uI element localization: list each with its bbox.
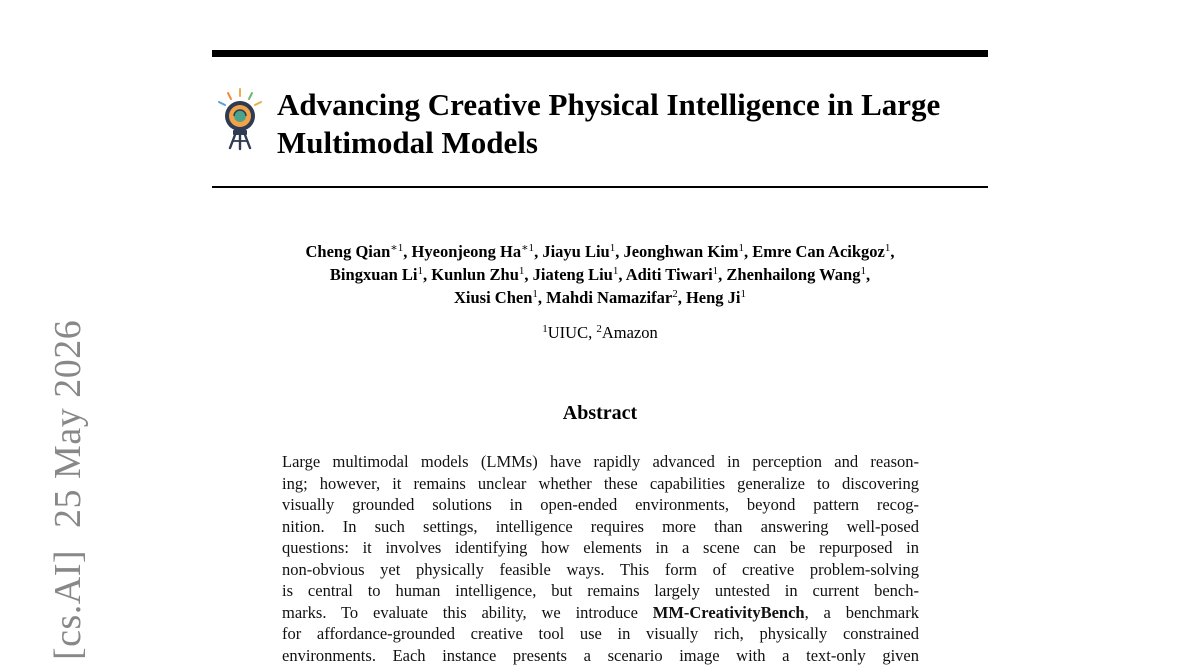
paper-title bbox=[277, 86, 997, 162]
affiliation-mark: 2 bbox=[596, 323, 602, 335]
lightbulb-logo-icon bbox=[214, 86, 266, 156]
author-name: Emre Can Acikgoz bbox=[752, 242, 885, 261]
author-name: Jiateng Liu bbox=[533, 265, 613, 284]
title-line-2: Multimodal Models bbox=[277, 124, 997, 162]
author-line-1: Cheng Qian$^{∗1}$, Hyeonjeong $Ha^{∗1}$, Jiayu Liu$^1$, Jeonghwan Kim$^1$, Emre Can Acikgoz$^1$, bbox=[200, 240, 1000, 263]
author-name: Jiayu Liu bbox=[542, 242, 609, 261]
abstract-line: Large multimodal models (LMMs) have rapidly advanced in perception and reason- bbox=[282, 451, 919, 473]
top-rule bbox=[212, 50, 988, 57]
abstract-line: nition. In such settings, intelligence requires more than answering well-posed bbox=[282, 516, 919, 538]
author-name: Hyeonjeong Ha bbox=[412, 242, 522, 261]
abstract-heading: Abstract bbox=[200, 400, 1000, 426]
author-affiliation-mark: 1 bbox=[418, 265, 424, 277]
arxiv-date: 25 May 2026 bbox=[47, 320, 89, 528]
author-name: Heng Ji bbox=[686, 288, 741, 307]
author-affiliation-mark: ∗1 bbox=[390, 242, 403, 254]
author-name: Jeonghwan Kim bbox=[623, 242, 738, 261]
author-affiliation-mark: 1 bbox=[713, 265, 719, 277]
author-affiliation-mark: 1 bbox=[739, 242, 745, 254]
author-affiliation-mark: 1 bbox=[613, 265, 619, 277]
abstract-line: visually grounded solutions in open-ended environments, beyond pattern recog- bbox=[282, 494, 919, 516]
abstract-line bbox=[282, 602, 919, 624]
title-line-1: Advancing Creative Physical Intelligence in Large bbox=[277, 86, 997, 124]
author-affiliation-mark: 1 bbox=[885, 242, 891, 254]
author-name: Bingxuan Li bbox=[330, 265, 418, 284]
author-affiliation-mark: 2 bbox=[672, 288, 678, 300]
arxiv-stamp bbox=[48, 320, 88, 660]
abstract-line: questions: it involves identifying how elements in a scene can be repurposed in bbox=[282, 537, 919, 559]
abstract-line: ing; however, it remains unclear whether these capabilities generalize to discovering bbox=[282, 473, 919, 495]
author-list bbox=[200, 240, 1000, 309]
author-line-2: Bingxuan Li$^1$, Kunlun Zhu$^1$, Jiateng Liu$^1$, Aditi Tiwari$^1$, Zhenhailong Wang$^1$, bbox=[200, 263, 1000, 286]
abstract-line: for affordance-grounded creative tool use in visually rich, physically constrained bbox=[282, 623, 919, 645]
abstract-line-8-pre: marks. To evaluate this ability, we introduce bbox=[282, 603, 653, 622]
author-name: Zhenhailong Wang bbox=[726, 265, 860, 284]
author-name: Xiusi Chen bbox=[454, 288, 532, 307]
benchmark-name: MM-CreativityBench bbox=[653, 603, 805, 622]
author-affiliation-mark: 1 bbox=[740, 288, 746, 300]
author-affiliation-mark: 1 bbox=[519, 265, 525, 277]
abstract-line: environments. Each instance presents a scenario image with a text-only given bbox=[282, 645, 919, 666]
author-name: Kunlun Zhu bbox=[431, 265, 519, 284]
arxiv-category: [cs.AI] bbox=[47, 550, 89, 660]
abstract-body bbox=[282, 451, 919, 666]
abstract-line: non-obvious yet physically feasible ways. This form of creative problem-solving bbox=[282, 559, 919, 581]
affiliation-name: UIUC bbox=[548, 323, 588, 342]
author-name: Cheng Qian bbox=[305, 242, 390, 261]
author-line-3: Xiusi Chen$^1$, Mahdi Namazifar$^2$, Heng Ji$^1$ bbox=[200, 286, 1000, 309]
author-affiliation-mark: 1 bbox=[860, 265, 866, 277]
author-name: Mahdi Namazifar bbox=[546, 288, 672, 307]
author-affiliation-mark: 1 bbox=[532, 288, 538, 300]
abstract-line: is central to human intelligence, but remains largely untested in current bench- bbox=[282, 580, 919, 602]
abstract-line-8-post: , a benchmark bbox=[805, 603, 919, 622]
affiliation-mark: 1 bbox=[542, 323, 548, 335]
author-affiliation-mark: 1 bbox=[610, 242, 616, 254]
affiliation-name: Amazon bbox=[602, 323, 658, 342]
affiliations: $^1$UIUC, $^2$Amazon bbox=[200, 322, 1000, 344]
author-name: Aditi Tiwari bbox=[626, 265, 713, 284]
author-affiliation-mark: ∗1 bbox=[521, 242, 534, 254]
title-rule bbox=[212, 186, 988, 188]
